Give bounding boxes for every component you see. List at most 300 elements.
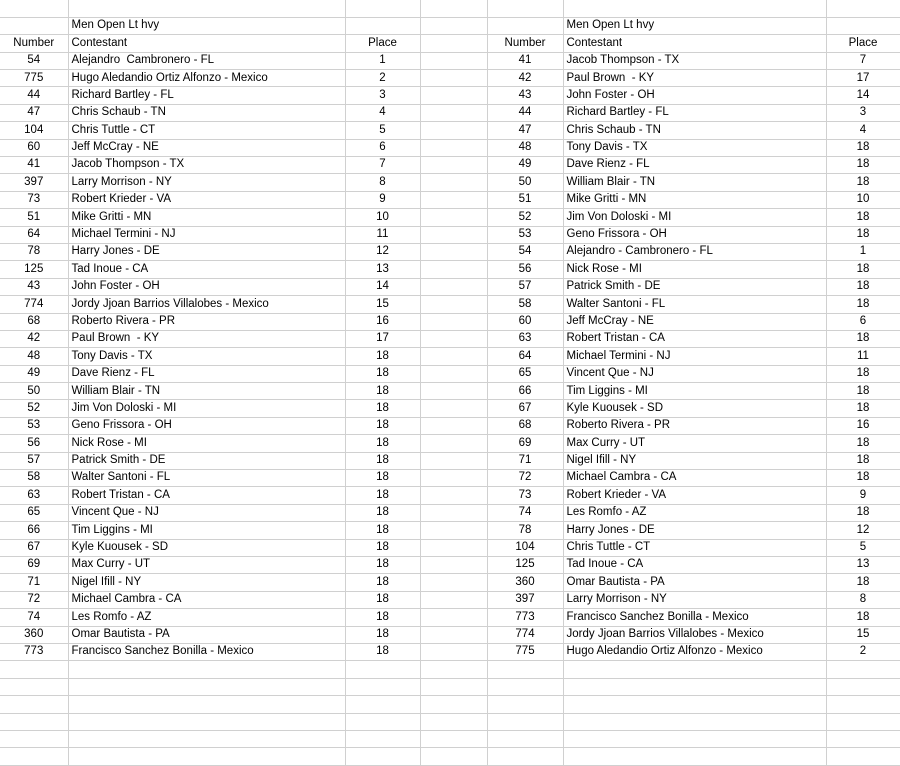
- left-cell-number[interactable]: 67: [0, 539, 68, 556]
- empty-cell[interactable]: [420, 157, 487, 174]
- right-cell-number[interactable]: 397: [487, 591, 563, 608]
- left-cell-contestant[interactable]: Kyle Kuousek - SD: [68, 539, 345, 556]
- right-cell-place[interactable]: 18: [826, 139, 900, 156]
- left-cell-place[interactable]: 1: [345, 52, 420, 69]
- left-cell-place[interactable]: 10: [345, 209, 420, 226]
- right-cell-number[interactable]: 47: [487, 122, 563, 139]
- right-cell-contestant[interactable]: Michael Cambra - CA: [563, 470, 826, 487]
- right-cell-contestant[interactable]: Larry Morrison - NY: [563, 591, 826, 608]
- left-cell-number[interactable]: 360: [0, 626, 68, 643]
- left-cell-place[interactable]: 16: [345, 313, 420, 330]
- empty-cell[interactable]: [420, 209, 487, 226]
- right-cell-place[interactable]: 1: [826, 243, 900, 260]
- empty-cell[interactable]: [826, 713, 900, 730]
- right-cell-contestant[interactable]: Patrick Smith - DE: [563, 278, 826, 295]
- left-cell-contestant[interactable]: Jeff McCray - NE: [68, 139, 345, 156]
- right-cell-number[interactable]: 774: [487, 626, 563, 643]
- right-cell-place[interactable]: 8: [826, 591, 900, 608]
- empty-cell[interactable]: [420, 70, 487, 87]
- left-cell-number[interactable]: 68: [0, 313, 68, 330]
- empty-cell[interactable]: [0, 17, 68, 34]
- right-cell-number[interactable]: 43: [487, 87, 563, 104]
- empty-cell[interactable]: [563, 748, 826, 765]
- right-cell-contestant[interactable]: Francisco Sanchez Bonilla - Mexico: [563, 609, 826, 626]
- left-cell-number[interactable]: 54: [0, 52, 68, 69]
- empty-cell[interactable]: [420, 104, 487, 121]
- right-header-contestant[interactable]: Contestant: [563, 35, 826, 52]
- left-cell-number[interactable]: 65: [0, 504, 68, 521]
- empty-cell[interactable]: [420, 52, 487, 69]
- empty-cell[interactable]: [420, 191, 487, 208]
- right-cell-number[interactable]: 41: [487, 52, 563, 69]
- empty-cell[interactable]: [563, 0, 826, 17]
- empty-cell[interactable]: [826, 696, 900, 713]
- empty-cell[interactable]: [487, 0, 563, 17]
- left-cell-place[interactable]: 14: [345, 278, 420, 295]
- left-header-contestant[interactable]: Contestant: [68, 35, 345, 52]
- left-cell-place[interactable]: 2: [345, 70, 420, 87]
- empty-cell[interactable]: [420, 748, 487, 765]
- right-cell-number[interactable]: 78: [487, 522, 563, 539]
- right-header-place[interactable]: Place: [826, 35, 900, 52]
- left-cell-place[interactable]: 5: [345, 122, 420, 139]
- right-cell-place[interactable]: 10: [826, 191, 900, 208]
- right-cell-contestant[interactable]: Paul Brown - KY: [563, 70, 826, 87]
- right-cell-contestant[interactable]: Richard Bartley - FL: [563, 104, 826, 121]
- right-cell-number[interactable]: 69: [487, 435, 563, 452]
- left-cell-number[interactable]: 69: [0, 557, 68, 574]
- empty-cell[interactable]: [563, 661, 826, 678]
- empty-cell[interactable]: [420, 696, 487, 713]
- right-cell-contestant[interactable]: Chris Tuttle - CT: [563, 539, 826, 556]
- right-cell-number[interactable]: 773: [487, 609, 563, 626]
- right-cell-contestant[interactable]: William Blair - TN: [563, 174, 826, 191]
- empty-cell[interactable]: [420, 643, 487, 660]
- right-cell-place[interactable]: 3: [826, 104, 900, 121]
- empty-cell[interactable]: [826, 17, 900, 34]
- right-cell-contestant[interactable]: Hugo Aledandio Ortiz Alfonzo - Mexico: [563, 643, 826, 660]
- right-cell-contestant[interactable]: Tim Liggins - MI: [563, 383, 826, 400]
- left-cell-number[interactable]: 64: [0, 226, 68, 243]
- right-cell-contestant[interactable]: Michael Termini - NJ: [563, 348, 826, 365]
- left-cell-place[interactable]: 18: [345, 539, 420, 556]
- left-cell-contestant[interactable]: Harry Jones - DE: [68, 243, 345, 260]
- empty-cell[interactable]: [345, 0, 420, 17]
- empty-cell[interactable]: [420, 661, 487, 678]
- left-cell-contestant[interactable]: Robert Tristan - CA: [68, 487, 345, 504]
- right-cell-number[interactable]: 104: [487, 539, 563, 556]
- empty-cell[interactable]: [487, 661, 563, 678]
- left-cell-contestant[interactable]: Nick Rose - MI: [68, 435, 345, 452]
- right-cell-number[interactable]: 53: [487, 226, 563, 243]
- empty-cell[interactable]: [420, 609, 487, 626]
- right-cell-place[interactable]: 18: [826, 609, 900, 626]
- left-header-number[interactable]: Number: [0, 35, 68, 52]
- right-cell-number[interactable]: 57: [487, 278, 563, 295]
- left-cell-contestant[interactable]: Tony Davis - TX: [68, 348, 345, 365]
- left-cell-contestant[interactable]: Roberto Rivera - PR: [68, 313, 345, 330]
- left-cell-number[interactable]: 397: [0, 174, 68, 191]
- right-cell-contestant[interactable]: Dave Rienz - FL: [563, 157, 826, 174]
- left-cell-place[interactable]: 18: [345, 435, 420, 452]
- right-cell-contestant[interactable]: Max Curry - UT: [563, 435, 826, 452]
- right-cell-place[interactable]: 2: [826, 643, 900, 660]
- left-cell-place[interactable]: 18: [345, 470, 420, 487]
- left-cell-place[interactable]: 18: [345, 348, 420, 365]
- right-cell-number[interactable]: 71: [487, 452, 563, 469]
- left-cell-place[interactable]: 18: [345, 522, 420, 539]
- left-cell-contestant[interactable]: Tad Inoue - CA: [68, 261, 345, 278]
- left-cell-contestant[interactable]: Larry Morrison - NY: [68, 174, 345, 191]
- right-cell-contestant[interactable]: Les Romfo - AZ: [563, 504, 826, 521]
- left-cell-place[interactable]: 15: [345, 296, 420, 313]
- right-cell-contestant[interactable]: Nick Rose - MI: [563, 261, 826, 278]
- empty-cell[interactable]: [826, 678, 900, 695]
- right-cell-number[interactable]: 58: [487, 296, 563, 313]
- right-cell-number[interactable]: 60: [487, 313, 563, 330]
- right-cell-number[interactable]: 42: [487, 70, 563, 87]
- right-cell-contestant[interactable]: Robert Krieder - VA: [563, 487, 826, 504]
- empty-cell[interactable]: [420, 261, 487, 278]
- empty-cell[interactable]: [563, 713, 826, 730]
- left-cell-place[interactable]: 18: [345, 504, 420, 521]
- right-cell-place[interactable]: 18: [826, 383, 900, 400]
- left-cell-number[interactable]: 48: [0, 348, 68, 365]
- left-cell-number[interactable]: 44: [0, 87, 68, 104]
- left-cell-place[interactable]: 18: [345, 626, 420, 643]
- left-cell-place[interactable]: 13: [345, 261, 420, 278]
- right-cell-number[interactable]: 54: [487, 243, 563, 260]
- right-cell-number[interactable]: 44: [487, 104, 563, 121]
- empty-cell[interactable]: [0, 696, 68, 713]
- left-cell-contestant[interactable]: John Foster - OH: [68, 278, 345, 295]
- left-cell-number[interactable]: 53: [0, 417, 68, 434]
- right-cell-place[interactable]: 16: [826, 417, 900, 434]
- empty-cell[interactable]: [420, 417, 487, 434]
- right-cell-place[interactable]: 18: [826, 330, 900, 347]
- empty-cell[interactable]: [420, 365, 487, 382]
- right-cell-contestant[interactable]: Geno Frissora - OH: [563, 226, 826, 243]
- empty-cell[interactable]: [345, 696, 420, 713]
- right-cell-contestant[interactable]: Tony Davis - TX: [563, 139, 826, 156]
- right-cell-place[interactable]: 5: [826, 539, 900, 556]
- left-cell-number[interactable]: 42: [0, 330, 68, 347]
- left-cell-place[interactable]: 18: [345, 643, 420, 660]
- empty-cell[interactable]: [420, 470, 487, 487]
- empty-cell[interactable]: [826, 730, 900, 747]
- left-cell-place[interactable]: 18: [345, 487, 420, 504]
- empty-cell[interactable]: [345, 713, 420, 730]
- left-cell-number[interactable]: 774: [0, 296, 68, 313]
- right-cell-place[interactable]: 18: [826, 174, 900, 191]
- empty-cell[interactable]: [0, 661, 68, 678]
- right-cell-place[interactable]: 13: [826, 557, 900, 574]
- empty-cell[interactable]: [420, 139, 487, 156]
- empty-cell[interactable]: [420, 35, 487, 52]
- left-cell-number[interactable]: 73: [0, 191, 68, 208]
- right-cell-contestant[interactable]: Omar Bautista - PA: [563, 574, 826, 591]
- left-cell-contestant[interactable]: Dave Rienz - FL: [68, 365, 345, 382]
- left-cell-number[interactable]: 41: [0, 157, 68, 174]
- left-cell-contestant[interactable]: Patrick Smith - DE: [68, 452, 345, 469]
- right-cell-place[interactable]: 18: [826, 452, 900, 469]
- empty-cell[interactable]: [420, 87, 487, 104]
- empty-cell[interactable]: [420, 348, 487, 365]
- right-cell-place[interactable]: 18: [826, 365, 900, 382]
- right-cell-number[interactable]: 49: [487, 157, 563, 174]
- left-cell-number[interactable]: 66: [0, 522, 68, 539]
- left-cell-contestant[interactable]: Francisco Sanchez Bonilla - Mexico: [68, 643, 345, 660]
- right-cell-place[interactable]: 17: [826, 70, 900, 87]
- empty-cell[interactable]: [420, 243, 487, 260]
- right-cell-contestant[interactable]: Harry Jones - DE: [563, 522, 826, 539]
- left-cell-place[interactable]: 18: [345, 591, 420, 608]
- right-cell-place[interactable]: 18: [826, 157, 900, 174]
- right-cell-number[interactable]: 360: [487, 574, 563, 591]
- left-cell-number[interactable]: 78: [0, 243, 68, 260]
- left-cell-number[interactable]: 58: [0, 470, 68, 487]
- left-cell-place[interactable]: 4: [345, 104, 420, 121]
- left-cell-contestant[interactable]: Geno Frissora - OH: [68, 417, 345, 434]
- empty-cell[interactable]: [345, 678, 420, 695]
- empty-cell[interactable]: [487, 730, 563, 747]
- empty-cell[interactable]: [487, 713, 563, 730]
- empty-cell[interactable]: [420, 522, 487, 539]
- right-cell-number[interactable]: 67: [487, 400, 563, 417]
- left-cell-number[interactable]: 52: [0, 400, 68, 417]
- empty-cell[interactable]: [420, 278, 487, 295]
- right-cell-place[interactable]: 7: [826, 52, 900, 69]
- empty-cell[interactable]: [420, 730, 487, 747]
- left-cell-contestant[interactable]: Nigel Ifill - NY: [68, 574, 345, 591]
- right-cell-place[interactable]: 18: [826, 470, 900, 487]
- right-cell-number[interactable]: 51: [487, 191, 563, 208]
- left-cell-contestant[interactable]: Les Romfo - AZ: [68, 609, 345, 626]
- left-cell-place[interactable]: 9: [345, 191, 420, 208]
- right-cell-contestant[interactable]: Tad Inoue - CA: [563, 557, 826, 574]
- right-cell-place[interactable]: 15: [826, 626, 900, 643]
- left-cell-contestant[interactable]: Alejandro Cambronero - FL: [68, 52, 345, 69]
- left-cell-place[interactable]: 3: [345, 87, 420, 104]
- empty-cell[interactable]: [68, 0, 345, 17]
- empty-cell[interactable]: [420, 296, 487, 313]
- empty-cell[interactable]: [420, 678, 487, 695]
- right-cell-number[interactable]: 125: [487, 557, 563, 574]
- empty-cell[interactable]: [68, 748, 345, 765]
- left-cell-number[interactable]: 71: [0, 574, 68, 591]
- empty-cell[interactable]: [0, 0, 68, 17]
- right-cell-contestant[interactable]: Nigel Ifill - NY: [563, 452, 826, 469]
- empty-cell[interactable]: [420, 313, 487, 330]
- empty-cell[interactable]: [420, 383, 487, 400]
- right-cell-place[interactable]: 11: [826, 348, 900, 365]
- left-cell-place[interactable]: 18: [345, 574, 420, 591]
- left-cell-contestant[interactable]: Mike Gritti - MN: [68, 209, 345, 226]
- right-cell-place[interactable]: 18: [826, 400, 900, 417]
- empty-cell[interactable]: [420, 452, 487, 469]
- left-cell-contestant[interactable]: Michael Termini - NJ: [68, 226, 345, 243]
- left-cell-place[interactable]: 18: [345, 400, 420, 417]
- empty-cell[interactable]: [420, 591, 487, 608]
- left-cell-place[interactable]: 18: [345, 365, 420, 382]
- left-cell-number[interactable]: 775: [0, 70, 68, 87]
- left-cell-number[interactable]: 50: [0, 383, 68, 400]
- left-cell-place[interactable]: 18: [345, 383, 420, 400]
- right-cell-place[interactable]: 18: [826, 574, 900, 591]
- right-cell-contestant[interactable]: Jacob Thompson - TX: [563, 52, 826, 69]
- left-cell-contestant[interactable]: Jim Von Doloski - MI: [68, 400, 345, 417]
- right-cell-number[interactable]: 56: [487, 261, 563, 278]
- left-cell-number[interactable]: 43: [0, 278, 68, 295]
- right-cell-place[interactable]: 14: [826, 87, 900, 104]
- empty-cell[interactable]: [68, 678, 345, 695]
- left-cell-place[interactable]: 18: [345, 452, 420, 469]
- right-header-number[interactable]: Number: [487, 35, 563, 52]
- empty-cell[interactable]: [420, 435, 487, 452]
- left-cell-place[interactable]: 6: [345, 139, 420, 156]
- empty-cell[interactable]: [420, 557, 487, 574]
- left-cell-place[interactable]: 11: [345, 226, 420, 243]
- empty-cell[interactable]: [0, 730, 68, 747]
- empty-cell[interactable]: [563, 696, 826, 713]
- left-table-title[interactable]: Men Open Lt hvy: [68, 17, 345, 34]
- left-cell-place[interactable]: 18: [345, 417, 420, 434]
- left-cell-place[interactable]: 18: [345, 609, 420, 626]
- right-cell-place[interactable]: 18: [826, 504, 900, 521]
- right-cell-contestant[interactable]: Jeff McCray - NE: [563, 313, 826, 330]
- empty-cell[interactable]: [420, 0, 487, 17]
- empty-cell[interactable]: [420, 400, 487, 417]
- left-cell-contestant[interactable]: Hugo Aledandio Ortiz Alfonzo - Mexico: [68, 70, 345, 87]
- empty-cell[interactable]: [0, 748, 68, 765]
- right-cell-place[interactable]: 18: [826, 435, 900, 452]
- left-cell-place[interactable]: 8: [345, 174, 420, 191]
- left-cell-number[interactable]: 104: [0, 122, 68, 139]
- right-cell-number[interactable]: 64: [487, 348, 563, 365]
- empty-cell[interactable]: [826, 748, 900, 765]
- right-cell-contestant[interactable]: Vincent Que - NJ: [563, 365, 826, 382]
- empty-cell[interactable]: [563, 678, 826, 695]
- right-cell-place[interactable]: 6: [826, 313, 900, 330]
- right-cell-number[interactable]: 48: [487, 139, 563, 156]
- empty-cell[interactable]: [345, 730, 420, 747]
- empty-cell[interactable]: [345, 661, 420, 678]
- left-cell-contestant[interactable]: Chris Schaub - TN: [68, 104, 345, 121]
- right-table-title[interactable]: Men Open Lt hvy: [563, 17, 826, 34]
- left-cell-contestant[interactable]: Vincent Que - NJ: [68, 504, 345, 521]
- left-cell-contestant[interactable]: Michael Cambra - CA: [68, 591, 345, 608]
- left-cell-contestant[interactable]: Richard Bartley - FL: [68, 87, 345, 104]
- left-cell-contestant[interactable]: Tim Liggins - MI: [68, 522, 345, 539]
- empty-cell[interactable]: [68, 661, 345, 678]
- right-cell-number[interactable]: 73: [487, 487, 563, 504]
- right-cell-place[interactable]: 18: [826, 209, 900, 226]
- right-cell-contestant[interactable]: Roberto Rivera - PR: [563, 417, 826, 434]
- left-cell-number[interactable]: 63: [0, 487, 68, 504]
- left-cell-number[interactable]: 74: [0, 609, 68, 626]
- empty-cell[interactable]: [420, 122, 487, 139]
- left-cell-place[interactable]: 17: [345, 330, 420, 347]
- right-cell-place[interactable]: 18: [826, 278, 900, 295]
- empty-cell[interactable]: [826, 0, 900, 17]
- right-cell-number[interactable]: 52: [487, 209, 563, 226]
- empty-cell[interactable]: [420, 174, 487, 191]
- left-cell-number[interactable]: 47: [0, 104, 68, 121]
- empty-cell[interactable]: [420, 504, 487, 521]
- left-cell-place[interactable]: 12: [345, 243, 420, 260]
- left-cell-contestant[interactable]: Max Curry - UT: [68, 557, 345, 574]
- right-cell-contestant[interactable]: John Foster - OH: [563, 87, 826, 104]
- empty-cell[interactable]: [826, 661, 900, 678]
- empty-cell[interactable]: [420, 626, 487, 643]
- empty-cell[interactable]: [420, 539, 487, 556]
- empty-cell[interactable]: [420, 574, 487, 591]
- left-cell-contestant[interactable]: Jacob Thompson - TX: [68, 157, 345, 174]
- right-cell-place[interactable]: 18: [826, 296, 900, 313]
- left-cell-number[interactable]: 125: [0, 261, 68, 278]
- empty-cell[interactable]: [563, 730, 826, 747]
- left-cell-contestant[interactable]: Jordy Jjoan Barrios Villalobes - Mexico: [68, 296, 345, 313]
- left-header-place[interactable]: Place: [345, 35, 420, 52]
- right-cell-number[interactable]: 66: [487, 383, 563, 400]
- left-cell-contestant[interactable]: Walter Santoni - FL: [68, 470, 345, 487]
- empty-cell[interactable]: [0, 678, 68, 695]
- right-cell-number[interactable]: 65: [487, 365, 563, 382]
- left-cell-number[interactable]: 72: [0, 591, 68, 608]
- empty-cell[interactable]: [487, 678, 563, 695]
- empty-cell[interactable]: [68, 696, 345, 713]
- right-cell-contestant[interactable]: Alejandro - Cambronero - FL: [563, 243, 826, 260]
- right-cell-contestant[interactable]: Kyle Kuousek - SD: [563, 400, 826, 417]
- right-cell-place[interactable]: 9: [826, 487, 900, 504]
- right-cell-number[interactable]: 74: [487, 504, 563, 521]
- empty-cell[interactable]: [420, 17, 487, 34]
- right-cell-contestant[interactable]: Jim Von Doloski - MI: [563, 209, 826, 226]
- right-cell-place[interactable]: 18: [826, 261, 900, 278]
- left-cell-number[interactable]: 51: [0, 209, 68, 226]
- right-cell-contestant[interactable]: Jordy Jjoan Barrios Villalobes - Mexico: [563, 626, 826, 643]
- left-cell-place[interactable]: 18: [345, 557, 420, 574]
- right-cell-contestant[interactable]: Chris Schaub - TN: [563, 122, 826, 139]
- empty-cell[interactable]: [345, 17, 420, 34]
- right-cell-number[interactable]: 775: [487, 643, 563, 660]
- empty-cell[interactable]: [420, 226, 487, 243]
- left-cell-place[interactable]: 7: [345, 157, 420, 174]
- left-cell-number[interactable]: 773: [0, 643, 68, 660]
- right-cell-number[interactable]: 50: [487, 174, 563, 191]
- right-cell-place[interactable]: 12: [826, 522, 900, 539]
- right-cell-number[interactable]: 63: [487, 330, 563, 347]
- left-cell-number[interactable]: 49: [0, 365, 68, 382]
- empty-cell[interactable]: [68, 713, 345, 730]
- empty-cell[interactable]: [345, 748, 420, 765]
- empty-cell[interactable]: [420, 330, 487, 347]
- right-cell-number[interactable]: 68: [487, 417, 563, 434]
- right-cell-place[interactable]: 18: [826, 226, 900, 243]
- left-cell-number[interactable]: 60: [0, 139, 68, 156]
- left-cell-contestant[interactable]: Omar Bautista - PA: [68, 626, 345, 643]
- left-cell-number[interactable]: 57: [0, 452, 68, 469]
- right-cell-contestant[interactable]: Robert Tristan - CA: [563, 330, 826, 347]
- empty-cell[interactable]: [487, 748, 563, 765]
- left-cell-contestant[interactable]: Paul Brown - KY: [68, 330, 345, 347]
- empty-cell[interactable]: [68, 730, 345, 747]
- empty-cell[interactable]: [0, 713, 68, 730]
- right-cell-number[interactable]: 72: [487, 470, 563, 487]
- left-cell-contestant[interactable]: William Blair - TN: [68, 383, 345, 400]
- left-cell-number[interactable]: 56: [0, 435, 68, 452]
- empty-cell[interactable]: [487, 696, 563, 713]
